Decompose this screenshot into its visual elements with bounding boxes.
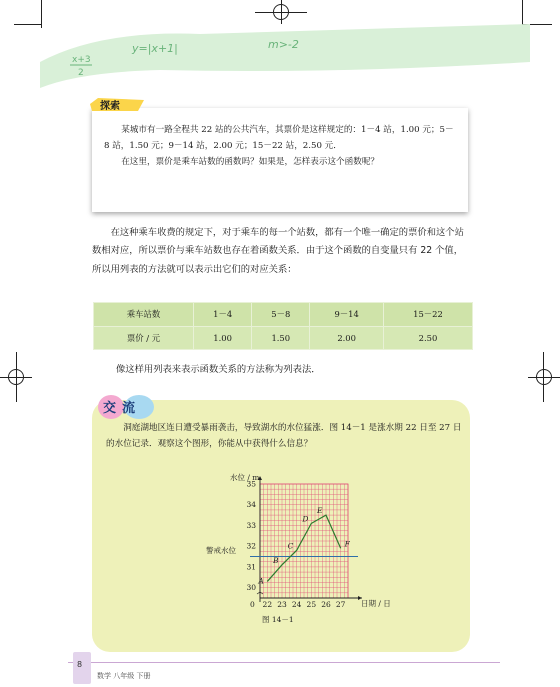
body-paragraph: 在这种乘车收费的规定下，对于乘车的每一个站数，都有一个唯一确定的票价和这个站数相对应，所以票价与乘车站数也存在着函数关系．由于这个函数的自变量只有 22 个值，所以用列表的方法就可以表示出它们的对应关系： — [92, 227, 464, 275]
y-tick-label: 34 — [246, 500, 256, 510]
point-label: A — [258, 576, 264, 586]
table-row — [94, 326, 473, 350]
table-cell: 2.50 — [383, 326, 472, 350]
point-label: B — [273, 555, 279, 565]
y-axis-label: 水位 / m — [230, 473, 260, 482]
header-formula: x+3 — [72, 55, 91, 65]
table-row — [94, 303, 473, 327]
header-formula: y=|x+1| — [132, 42, 178, 55]
row-header: 票价 / 元 — [94, 326, 194, 350]
x-tick-label: 23 — [277, 600, 287, 609]
point-label: C — [287, 541, 294, 551]
y-tick-label: 32 — [246, 541, 256, 551]
figure-caption: 图 14－1 — [262, 615, 294, 624]
page-number: 8 — [77, 660, 83, 669]
table-cell: 1－4 — [194, 303, 252, 327]
registration-mark — [8, 369, 24, 385]
explore-box — [92, 108, 468, 212]
exchange-question: 洞庭湖地区连日遭受暴雨袭击，导致湖水的水位猛涨．图 14－1 是涨水期 22 日至 27 日的水位记录．观察这个图形，你能从中获得什么信息？ — [106, 423, 462, 450]
chart-ticks — [246, 480, 345, 610]
table-cell: 5－8 — [252, 303, 310, 327]
table-cell: 15－22 — [383, 303, 472, 327]
table-cell: 1.00 — [194, 326, 252, 350]
point-label: E — [317, 506, 323, 516]
y-tick-label: 35 — [246, 479, 256, 489]
x-tick-label: 25 — [306, 600, 317, 609]
exchange-tag — [96, 393, 162, 421]
registration-mark — [273, 4, 289, 20]
fare-table — [93, 302, 473, 350]
chart-grid — [260, 484, 348, 598]
table-cell: 2.00 — [310, 326, 384, 350]
explore-tag-label: 探索 — [100, 101, 120, 112]
book-title: 数学 八年级 下册 — [97, 672, 151, 680]
crop-mark — [14, 24, 42, 25]
explore-paragraph: 某城市有一路全程共 22 站的公共汽车，其票价是这样规定的：1－4 站，1.00 元；5－8 站，1.50 元；9－14 站，2.00 元；15－22 站，2.50 元． — [104, 125, 454, 151]
warning-level-label: 警戒水位 — [206, 546, 236, 555]
x-tick-label: 24 — [291, 600, 302, 609]
point-label: F — [344, 539, 350, 549]
header-formula: m>-2 — [268, 38, 299, 51]
x-tick-label: 22 — [262, 600, 273, 609]
point-label: D — [302, 514, 309, 524]
y-tick-label: 31 — [246, 562, 256, 572]
explore-tag — [88, 96, 146, 113]
origin-label: 0 — [250, 600, 255, 609]
registration-mark — [536, 369, 552, 385]
y-tick-label: 30 — [246, 583, 256, 593]
y-tick-label: 33 — [246, 520, 256, 530]
body-paragraph: 像这样用列表来表示函数关系的方法称为列表法． — [116, 364, 321, 375]
header-band — [40, 22, 530, 88]
x-axis-label: 日期 / 日 — [361, 599, 391, 608]
x-tick-label: 26 — [321, 600, 331, 609]
explore-question: 在这里，票价是乘车站数的函数吗？如果是，怎样表示这个函数呢？ — [121, 157, 380, 167]
x-tick-label: 27 — [335, 600, 346, 609]
footer-divider — [68, 662, 500, 663]
row-header: 乘车站数 — [94, 303, 194, 327]
water-level-chart — [200, 470, 440, 630]
exchange-tag-label: 交流 — [103, 401, 142, 416]
header-formula: 2 — [78, 68, 84, 78]
table-cell: 9－14 — [310, 303, 384, 327]
table-cell: 1.50 — [252, 326, 310, 350]
